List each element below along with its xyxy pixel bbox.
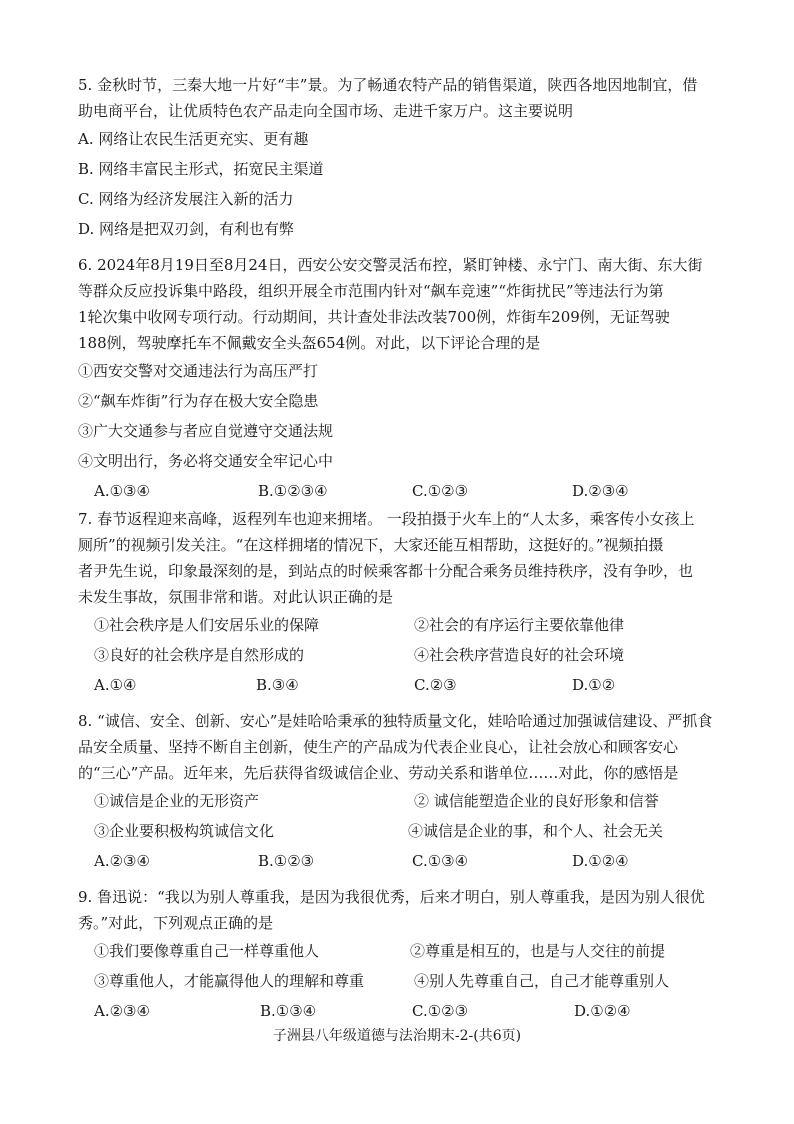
stem-line: 未发生事故，氛围非常和谐。对此认识正确的是: [78, 588, 394, 606]
stem-line: 6. 2024年8月19日至8月24日，西安公安交警灵活布控，紧盯钟楼、永宁门、南大街、东大街: [78, 256, 703, 274]
choice-a: A.②③④: [94, 1002, 150, 1020]
question-8: [78, 708, 718, 876]
statement-1: ①西安交警对交通违法行为高压严打: [78, 362, 319, 380]
stem-line: 品安全质量、坚持不断自主创新，使生产的产品成为代表企业良心，让社会放心和顾客安心: [78, 738, 679, 756]
statement-3: ③良好的社会秩序是自然形成的: [94, 646, 305, 664]
question-6: [78, 252, 718, 506]
stem-line: 者尹先生说，印象最深刻的是，到站点的时候乘客都十分配合乘务员维持秩序，没有争吵，也: [78, 562, 694, 580]
statement-row: [78, 816, 718, 846]
statement-row: [78, 966, 718, 996]
stem-line: 1轮次集中收网专项行动。行动期间，共计查处非法改装700例，炸街车209例，无证驾驶: [78, 308, 670, 326]
statement-3: ③尊重他人，才能赢得他人的理解和尊重: [94, 972, 365, 990]
option-d: D. 网络是把双刃剑，有利也有弊: [78, 220, 295, 238]
question-8-stem: [78, 708, 718, 786]
choice-d: D.①②: [572, 676, 616, 694]
statement-2: ②尊重是相互的，也是与人交往的前提: [410, 942, 666, 960]
choice-c: C.②③: [414, 676, 457, 694]
choice-b: B.①②③④: [258, 482, 328, 500]
stem-line: 等群众反应投诉集中路段，组织开展全市范围内针对“飙车竞速”“炸街扰民”等违法行为第: [78, 282, 664, 300]
statement-4: ④文明出行，务必将交通安全牢记心中: [78, 452, 334, 470]
page-footer: 子洲县八年级道德与法治期末-2-(共6页): [272, 1028, 522, 1044]
statement-1: ①社会秩序是人们安居乐业的保障: [94, 616, 320, 634]
question-5-stem: [78, 72, 718, 124]
choice-b: B.①③④: [260, 1002, 317, 1020]
stem-line: 7. 春节返程迎来高峰，返程列车也迎来拥堵。 一段拍摄于火车上的“人太多，乘客传小女孩上: [78, 510, 695, 528]
choice-d: D.①②④: [574, 1002, 631, 1020]
stem-line: 助电商平台，让优质特色农产品走向全国市场、走进千家万户。这主要说明: [78, 102, 574, 120]
statement-2: ②社会的有序运行主要依靠他律: [414, 616, 625, 634]
option-c: C. 网络为经济发展注入新的活力: [78, 190, 294, 208]
statement-1: ①诚信是企业的无形资产: [94, 792, 260, 810]
stem-line: 5. 金秋时节，三秦大地一片好“丰”景。为了畅通农特产品的销售渠道，陕西各地因地制宜，借: [78, 76, 698, 94]
statement-row: [78, 936, 718, 966]
option-b: B. 网络丰富民主形式，拓宽民主渠道: [78, 160, 324, 178]
question-7: [78, 506, 718, 700]
statement-row: [78, 610, 718, 640]
statement-4: ④社会秩序营造良好的社会环境: [414, 646, 625, 664]
stem-line: 9. 鲁迅说：“我以为别人尊重我，是因为我很优秀，后来才明白，别人尊重我，是因为别人很优: [78, 888, 705, 906]
stem-line: 188例，驾驶摩托车不佩戴安全头盔654例。对此，以下评论合理的是: [78, 334, 541, 352]
choice-c: C.①③④: [412, 852, 469, 870]
choice-a: A.①④: [94, 676, 137, 694]
question-6-stem: [78, 252, 718, 356]
choice-c: C.①②③: [412, 1002, 469, 1020]
choices-row: [78, 670, 718, 700]
statement-3: ③广大交通参与者应自觉遵守交通法规: [78, 422, 334, 440]
choice-a: A.②③④: [94, 852, 150, 870]
choice-c: C.①②③: [412, 482, 469, 500]
choice-d: D.②③④: [572, 482, 629, 500]
question-9: [78, 884, 718, 1026]
option-a: A. 网络让农民生活更充实、更有趣: [78, 130, 309, 148]
choices-row: [78, 996, 718, 1026]
stem-line: 8. “诚信、安全、创新、安心”是娃哈哈秉承的独特质量文化，娃哈哈通过加强诚信建设、严抓食: [78, 712, 713, 730]
statement-row: [78, 640, 718, 670]
stem-line: 厕所”的视频引发关注。“在这样拥堵的情况下，大家还能互相帮助，这挺好的。”视频拍摄: [78, 536, 664, 554]
statement-2: ② 诚信能塑造企业的良好形象和信誉: [414, 792, 659, 810]
question-9-stem: [78, 884, 718, 936]
statement-4: ④别人先尊重自己，自己才能尊重别人: [414, 972, 670, 990]
statement-1: ①我们要像尊重自己一样尊重他人: [94, 942, 320, 960]
choices-row: [78, 476, 718, 506]
statement-row: [78, 786, 718, 816]
choices-row: [78, 846, 718, 876]
choice-b: B.①②③: [258, 852, 315, 870]
statement-2: ②“飙车炸街”行为存在极大安全隐患: [78, 392, 319, 410]
statement-4: ④诚信是企业的事，和个人、社会无关: [408, 822, 664, 840]
choice-b: B.③④: [256, 676, 299, 694]
statement-3: ③企业要积极构筑诚信文化: [94, 822, 275, 840]
stem-line: 秀。”对此，下列观点正确的是: [78, 914, 274, 932]
choice-a: A.①③④: [94, 482, 150, 500]
choice-d: D.①②④: [572, 852, 629, 870]
question-7-stem: [78, 506, 718, 610]
stem-line: 的“三心”产品。近年来，先后获得省级诚信企业、劳动关系和谐单位……对此，你的感悟是: [78, 764, 679, 782]
question-5: [78, 72, 718, 244]
